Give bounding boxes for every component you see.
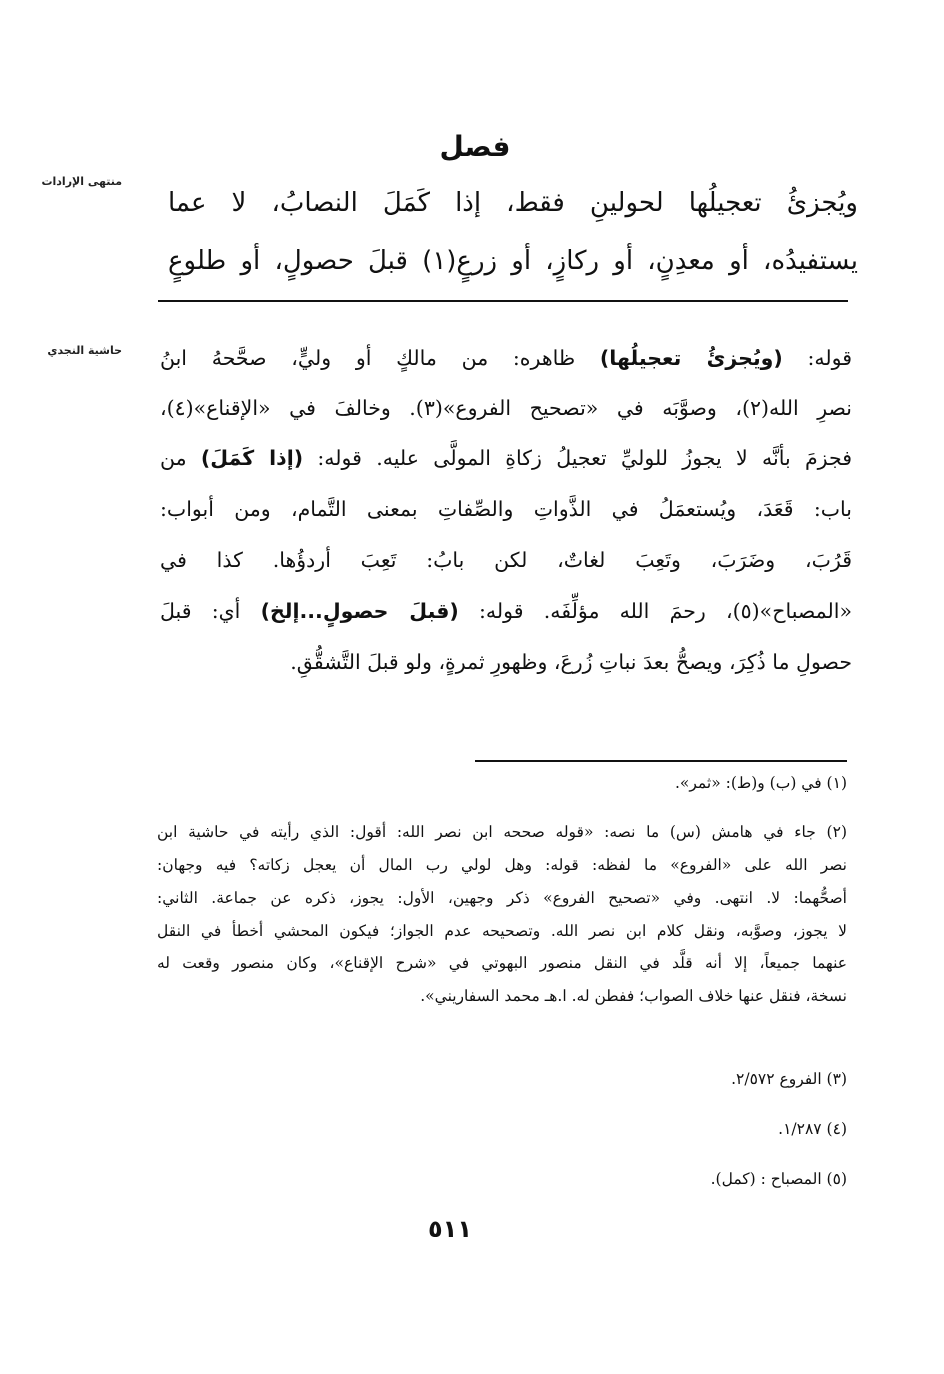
commentary-line: قَرُبَ، وضَرَبَ، وتَعِبَ لغاتٌ، لكن بابُ: تَعِبَ أردؤُها. كذا في xyxy=(160,548,852,572)
commentary-line xyxy=(160,599,852,623)
commentary-line: نصرِ الله(٢)، وصوَّبَه في «تصحيح الفروع»(٣). وخالفَ في «الإقناع»(٤)، xyxy=(160,396,852,420)
footnote-divider xyxy=(475,760,847,762)
commentary-quote: (إذا كَمَلَ) xyxy=(200,446,304,470)
footnote-2-line: لا يجوز، وصوَّبه، ونقل كلام ابن نصر الله. وتصحيحه عدم الجواز؛ فيكون المحشي أخطأ في النقل xyxy=(157,922,847,940)
side-label-hashiya: حاشية النجدي xyxy=(47,344,122,357)
footnote-2-line: نسخة، فنقل عنها خلاف الصواب؛ ففطن له. ا.هـ محمد السفاريني». xyxy=(420,987,847,1005)
page-number: ٥١١ xyxy=(428,1215,472,1243)
commentary-text: فجزمَ بأنَّه لا يجوزُ للوليِّ تعجيلُ زكاةِ المولَّى عليه. قوله: xyxy=(303,446,852,470)
main-text-line: يستفيدُه، أو معدِنٍ، أو ركازٍ، أو زرعٍ(١) قبلَ حصولٍ، أو طلوعٍ xyxy=(168,246,858,276)
footnote-5: (٥) المصباح : (كمل). xyxy=(710,1170,847,1188)
commentary-text: «المصباح»(٥)، رحمَ الله مؤلِّفَه. قوله: xyxy=(458,599,852,623)
footnote-1: (١) في (ب) و(ط): «ثمر». xyxy=(674,774,847,792)
commentary-quote: (قبلَ حصولٍ...إلخ) xyxy=(260,599,459,623)
commentary-line: باب: قَعَدَ، ويُستعمَلُ في الذَّواتِ والصِّفاتِ بمعنى التَّمام، ومن أبواب: xyxy=(160,497,852,521)
footnote-2-line: (٢) جاء في هامش (س) ما نصه: «قوله صححه ابن نصر الله: أقول: الذي رأيته في حاشية ابن xyxy=(157,823,847,841)
commentary-line: حصولِ ما ذُكِرَ، ويصحُّ بعدَ نباتِ زُرعَ، وظهورِ ثمرةٍ، ولو قبلَ التَّشقُّقِ. xyxy=(290,650,852,674)
commentary-text: ظاهره: من مالكٍ أو وليٍّ، صحَّحهُ ابنُ xyxy=(160,346,600,370)
footnote-4: (٤) ١/٢٨٧. xyxy=(778,1120,847,1138)
footnote-2-line: نصر الله على «الفروع» ما لفظه: قوله: وهل لولي رب المال أن يعجل زكاته؟ فيه وجهان: xyxy=(157,856,847,874)
footnote-3: (٣) الفروع ٢/٥٧٢. xyxy=(731,1070,847,1088)
main-text-divider xyxy=(158,300,848,302)
footnote-2-line: أصحُّهما: لا. انتهى. وفي «تصحيح الفروع» ذكر وجهين، الأول: يجوز، ذكره عن جماعة. الثاني: xyxy=(157,889,847,907)
footnote-2-line: عنهما جميعاً، إلا أنه قلَّد في النقل منصور البهوتي في «شرح الإقناع»، وكان منصور وقعت له xyxy=(157,954,847,972)
commentary-line xyxy=(160,446,852,470)
side-label-muntaha: منتهى الإرادات xyxy=(41,175,122,188)
commentary-text: من xyxy=(160,446,201,470)
main-text-line: ويُجزئُ تعجيلُها لحولينِ فقط، إذا كَمَلَ النصابُ، لا عما xyxy=(168,188,858,218)
section-title: فصل xyxy=(439,130,511,163)
commentary-text: قوله: xyxy=(782,346,852,370)
commentary-quote: (ويُجزئُ تعجيلُها) xyxy=(599,346,783,370)
commentary-text: أي: قبلَ xyxy=(160,599,261,623)
commentary-line xyxy=(160,346,852,370)
